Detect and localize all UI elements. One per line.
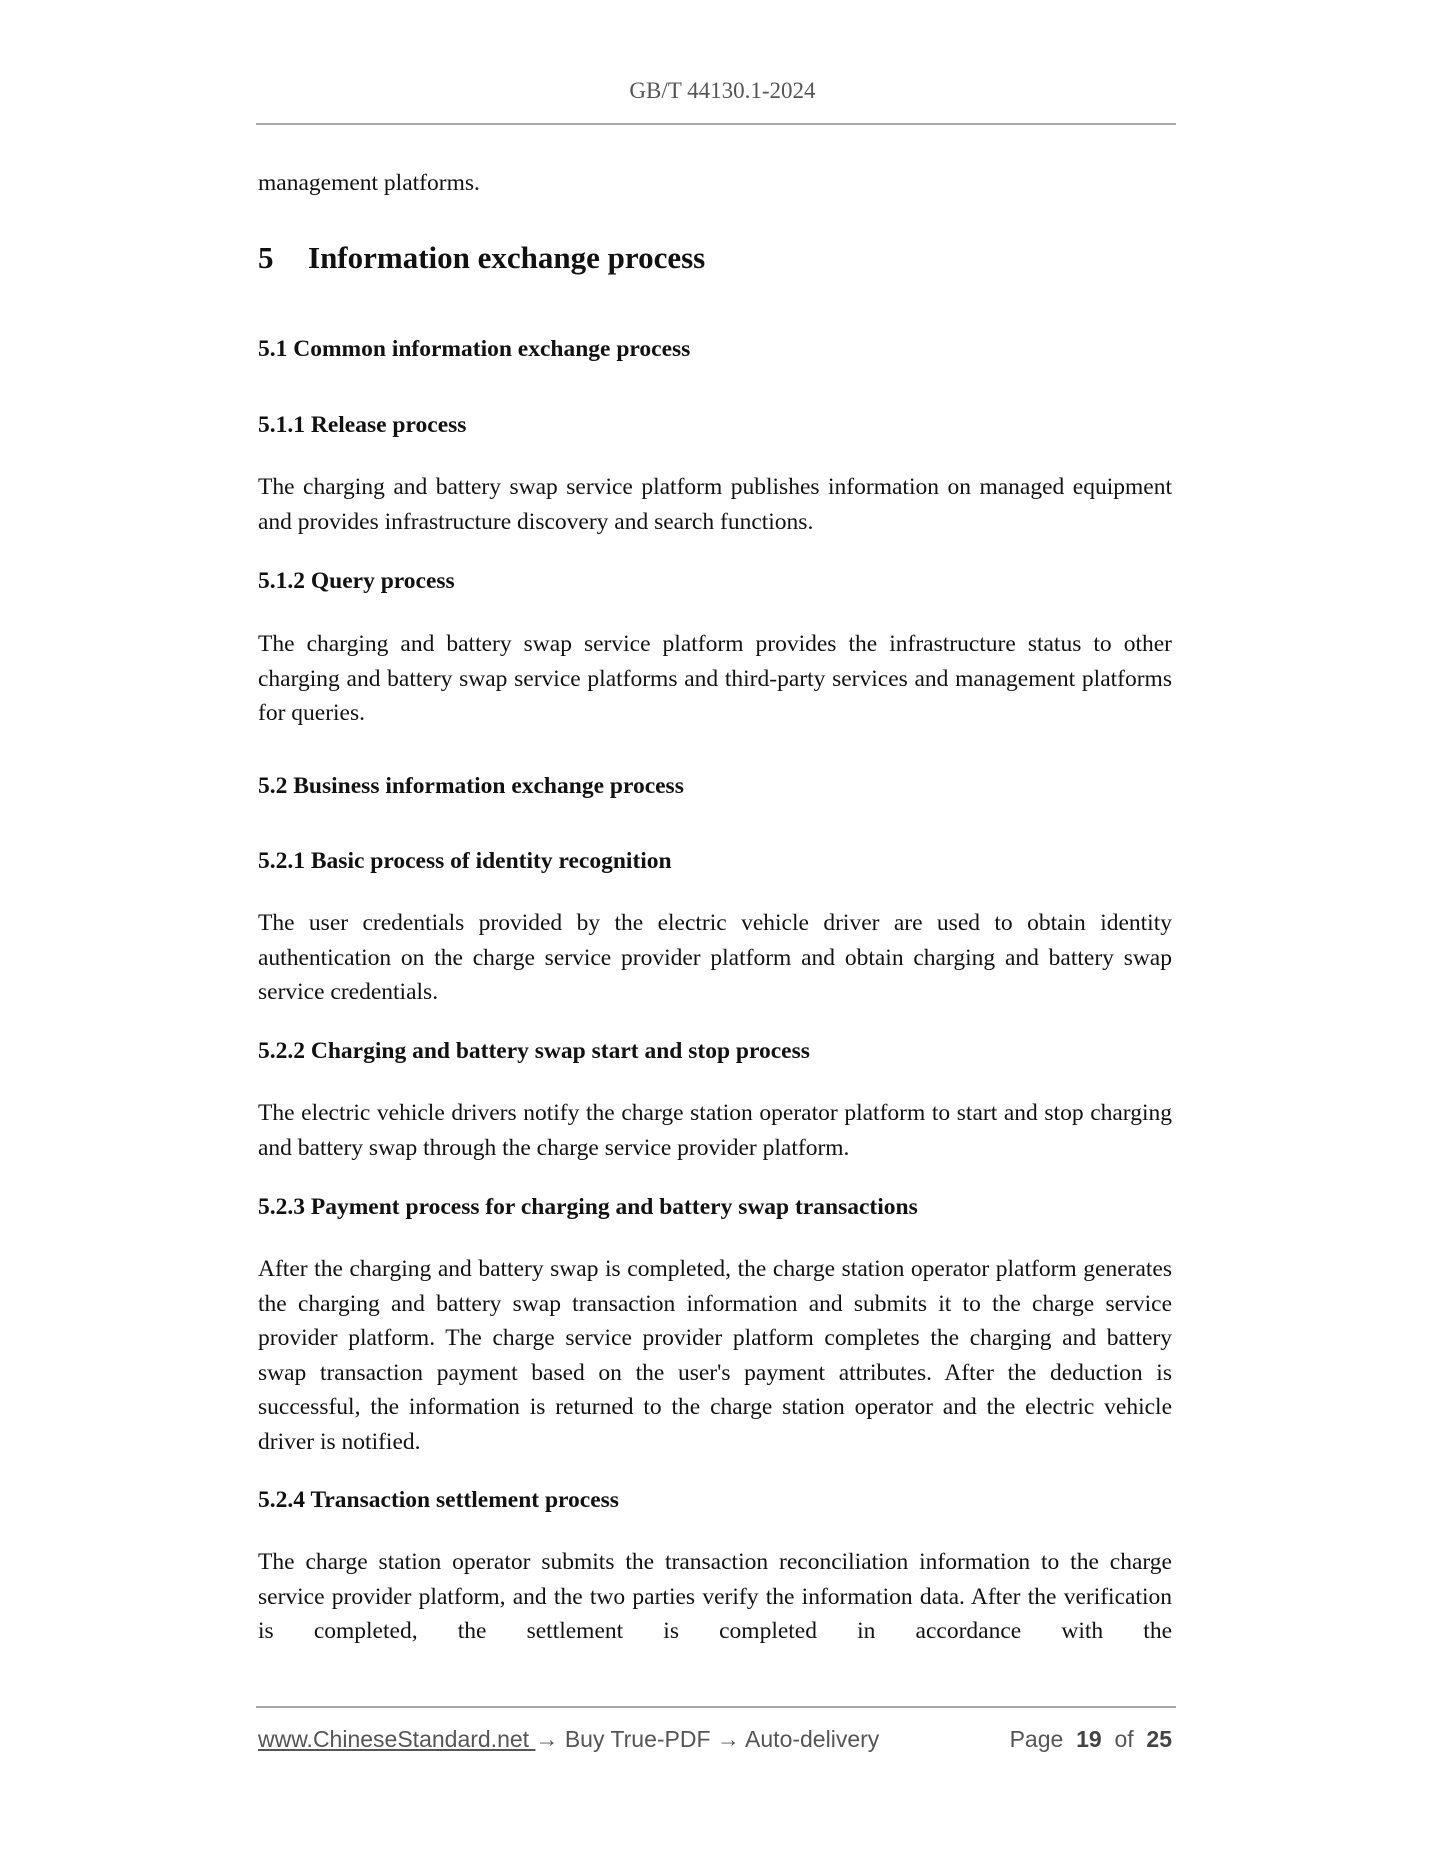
- heading-5-1-1: 5.1.1 Release process: [258, 412, 467, 438]
- site-link[interactable]: www.ChineseStandard.net: [258, 1726, 536, 1752]
- heading-5-1: 5.1 Common information exchange process: [258, 336, 691, 362]
- document-id-header: GB/T 44130.1-2024: [629, 78, 816, 103]
- heading-5-1-2: 5.1.2 Query process: [258, 568, 455, 594]
- page-label: Page: [1009, 1726, 1064, 1752]
- footer-divider: [256, 1706, 1176, 1708]
- heading-5-2: 5.2 Business information exchange process: [258, 773, 684, 799]
- continuation-text: management platforms.: [258, 170, 480, 196]
- footer-trail: → Buy True-PDF → Auto-delivery: [535, 1726, 880, 1752]
- paragraph-5-1-1: The charging and battery swap service platform publishes information on managed equipment and provides infrastructure discovery and search functions.: [258, 474, 1172, 535]
- page-indicator: [1010, 1726, 1172, 1753]
- paragraph-5-1-2: The charging and battery swap service platform provides the infrastructure status to other charging and battery swap service platforms and third-party services and management platforms for queries.: [258, 631, 1172, 726]
- paragraph-5-2-4: The charge station operator submits the transaction reconciliation information to the charge service provider platform, and the two parties verify the information data. After the verification is completed, the settlement is completed in accordance with the: [258, 1549, 1172, 1644]
- of-label: of: [1114, 1726, 1134, 1752]
- section-title: Information exchange process: [308, 240, 706, 275]
- heading-5-2-1: 5.2.1 Basic process of identity recognition: [258, 848, 672, 874]
- total-pages: 25: [1146, 1726, 1172, 1752]
- paragraph-5-2-2: The electric vehicle drivers notify the charge station operator platform to start and stop charging and battery swap through the charge service provider platform.: [258, 1100, 1172, 1161]
- section-number: 5: [258, 240, 274, 275]
- section-heading-5: [258, 240, 1172, 276]
- page-footer: [258, 1726, 1172, 1753]
- heading-5-2-3: 5.2.3 Payment process for charging and battery swap transactions: [258, 1194, 918, 1220]
- heading-5-2-2: 5.2.2 Charging and battery swap start and stop process: [258, 1038, 810, 1064]
- paragraph-5-2-1: The user credentials provided by the electric vehicle driver are used to obtain identity authentication on the charge service provider platform and obtain charging and battery swap service credentials.: [258, 910, 1172, 1005]
- paragraph-5-2-3: After the charging and battery swap is completed, the charge station operator platform generates the charging and battery swap transaction information and submits it to the charge service provider platform. The charge service provider platform completes the charging and battery swap transaction payment based on the user's payment attributes. After the deduction is successful, the information is returned to the charge station operator and the electric vehicle driver is notified.: [258, 1256, 1172, 1455]
- current-page: 19: [1076, 1726, 1102, 1752]
- heading-5-2-4: 5.2.4 Transaction settlement process: [258, 1487, 619, 1513]
- header-divider: [256, 123, 1176, 125]
